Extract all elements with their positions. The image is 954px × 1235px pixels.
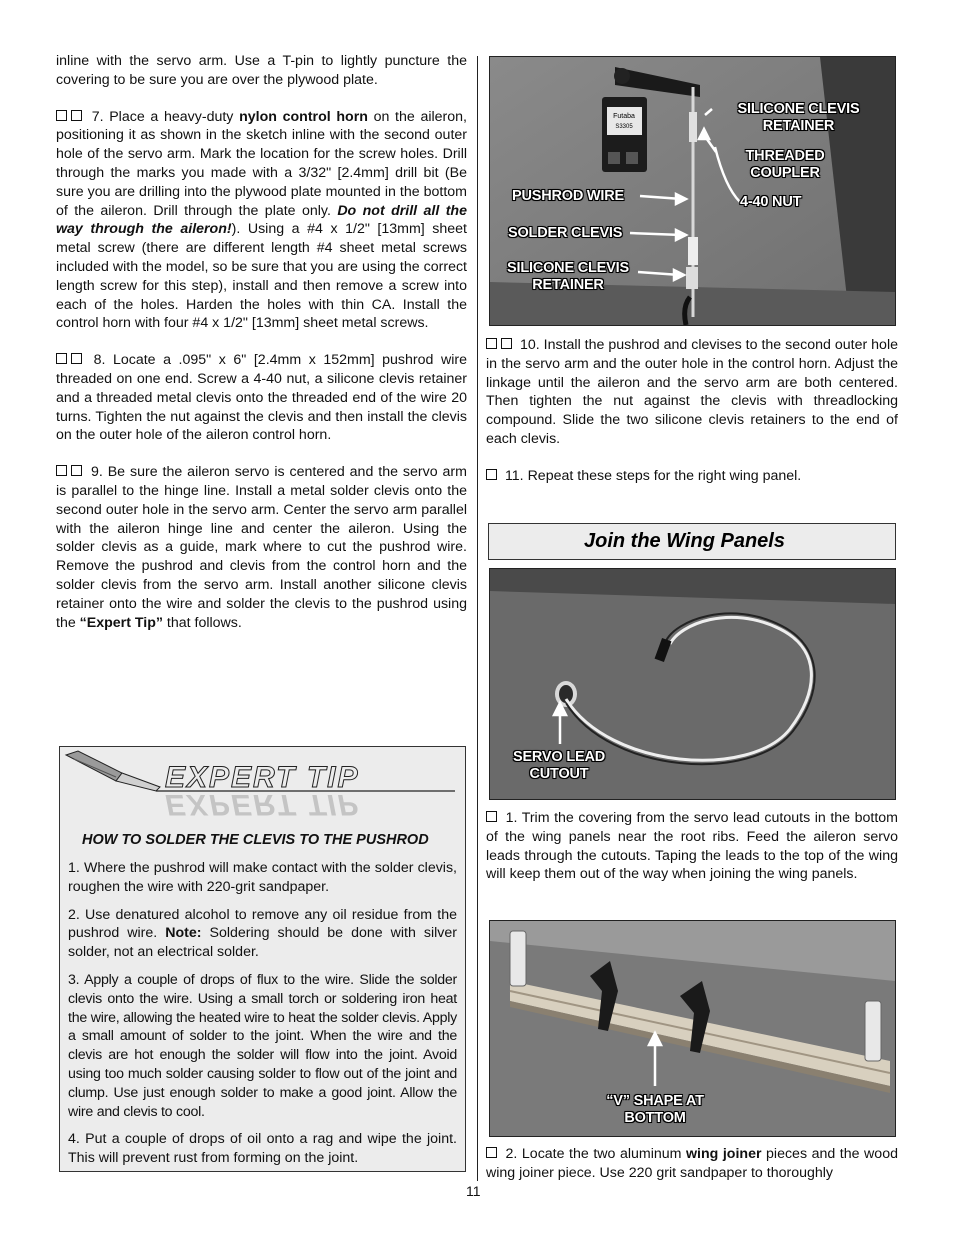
- tip-step-2-note: Note:: [165, 925, 202, 942]
- left-column: [56, 52, 467, 650]
- step-7-paragraph: [56, 108, 467, 334]
- right-column-top: [486, 336, 898, 504]
- join-step-2-paragraph: [486, 1145, 898, 1183]
- checkbox[interactable]: [486, 811, 497, 822]
- step-11-paragraph: [486, 467, 898, 486]
- step-8-text: 8. Locate a .095" x 6" [2.4mm x 152mm] pushrod wire threaded on one end. Screw a 4-40 nut, a silicone clevis retainer and a threaded metal clevis onto the threaded end of the wire 20 turns. Tighten the nut against the clevis and then install the clevis on the outer hole of the aileron control horn.: [56, 352, 467, 444]
- tip-step-3: 3. Apply a couple of drops of flux to the wire. Slide the solder clevis onto the wire. Using a small torch or soldering iron heat the wire, allowing the heated wire to heat the solder clevis. Apply a small amount of solder to the joint. When the wire and the clevis are hot enough the solder will flow into the joint. Avoid using too much solder causing solder to flow out of the joint and clump. Use just enough solder to make a good joint. Allow the wire and clevis to cool.: [68, 971, 457, 1120]
- step-10-paragraph: [486, 336, 898, 449]
- join-step-1-paragraph: [486, 809, 898, 884]
- pen-icon: [66, 751, 160, 791]
- checkbox[interactable]: [71, 465, 82, 476]
- expert-tip-logo-text: EXPERT TIP: [165, 761, 360, 794]
- label-threaded-coupler: THREADED COUPLER: [745, 148, 825, 181]
- section-heading-box: [488, 523, 896, 560]
- checkbox[interactable]: [56, 110, 67, 121]
- step-10-text: 10. Install the pushrod and clevises to the second outer hole in the servo arm and the outer hole in the control horn. Adjust the linkage until the aileron and the servo arm are both centered. Then tighten the nut against the clevis with threadlocking compound. Slide the two silicone clevis retainers to the end of each clevis.: [486, 337, 898, 447]
- expert-tip-title: HOW TO SOLDER THE CLEVIS TO THE PUSHROD: [82, 832, 429, 848]
- join-step-2-bold: wing joiner: [686, 1146, 762, 1162]
- expert-tip-logo-reflection: EXPERT TIP: [165, 788, 360, 821]
- servo-brand: Futaba: [613, 113, 635, 120]
- intro-paragraph: inline with the servo arm. Use a T-pin to lightly puncture the covering to be sure you are over the plywood plate.: [56, 53, 467, 88]
- v-shape-photo: [489, 920, 896, 1137]
- right-column-bottom: [486, 1145, 898, 1183]
- step-7-text-post: ). Using a #4 x 1/2" [13mm] sheet metal screw (there are different length #4 sheet metal screws included with the model, so be sure that you are using the correct length screw for this step), install and then remove a screw into each of the holes. Harden the holes with thin CA. Install the control horn with four #4 x 1/2" [13mm] sheet metal screws.: [56, 221, 468, 332]
- join-step-1-text: 1. Trim the covering from the servo lead cutouts in the bottom of the wing panels near the root ribs. Feed the aileron servo leads through the cutouts. Taping the leads to the top of the wing will keep them out of the way when joining the wing panels.: [486, 810, 898, 883]
- join-step-2-text: 2. Locate the two aluminum: [505, 1146, 686, 1162]
- label-silicone-clevis-bottom: SILICONE CLEVIS RETAINER: [507, 260, 629, 293]
- servo-lead-photo: [489, 568, 896, 800]
- join-step-2-text-post: pieces and the wood wing joiner piece. Use 220 grit sandpaper to thoroughly: [486, 1146, 898, 1181]
- step-9-text: 9. Be sure the aileron servo is centered and the servo arm is parallel to the hinge line. Install a metal solder clevis onto the second outer hole in the servo arm. Center the servo arm parallel with the aileron hinge line and center the aileron. Using the solder clevis as a guide, mark where to cut the pushrod wire. Remove the pushrod and clevis from the control horn and the solder clevis from the servo arm. Install another silicone clevis retainer onto the wire and solder the clevis to the pushrod using the: [56, 464, 467, 631]
- pushrod-linkage-photo: [489, 56, 896, 326]
- expert-tip-body: [60, 859, 465, 1168]
- step-7-text-mid: on the aileron, positioning it as shown in the sketch inline with the second outer hole of the servo arm. Mark the location for the screw holes. Drill through the marks you made with a 3/32" [2.4mm] drill bit (Be sure you are drilling into the plywood plate mounted in the bottom of the aileron. Drill through the plate only.: [56, 108, 467, 219]
- label-4-40-nut: 4-40 NUT: [740, 194, 802, 210]
- expert-tip-logo: [60, 747, 465, 827]
- checkbox[interactable]: [501, 338, 512, 349]
- step-11-text: 11. Repeat these steps for the right wing panel.: [504, 467, 802, 484]
- checkbox[interactable]: [71, 110, 82, 121]
- step-8-paragraph: [56, 351, 467, 445]
- right-column-mid: [486, 809, 898, 884]
- label-servo-lead-cutout: SERVO LEAD CUTOUT: [512, 749, 605, 782]
- checkbox[interactable]: [486, 1147, 497, 1158]
- checkbox[interactable]: [71, 353, 82, 364]
- step-7-warning: Do not drill all the way through the aileron!: [56, 202, 467, 238]
- tip-step-1: 1. Where the pushrod will make contact with the solder clevis, roughen the wire with 220-grit sandpaper.: [68, 860, 457, 895]
- servo-model: S3305: [615, 124, 633, 130]
- tip-step-2: [68, 906, 457, 962]
- step-7-bold: nylon control horn: [239, 108, 368, 125]
- expert-tip-box: [59, 746, 466, 1172]
- step-9-text-post: that follows.: [162, 614, 242, 631]
- checkbox[interactable]: [486, 469, 497, 480]
- checkbox[interactable]: [56, 353, 67, 364]
- label-solder-clevis: SOLDER CLEVIS: [508, 225, 623, 241]
- step-9-bold: “Expert Tip”: [79, 614, 163, 631]
- label-pushrod-wire: PUSHROD WIRE: [512, 188, 624, 204]
- step-9-paragraph: [56, 463, 467, 632]
- label-v-shape: “V” SHAPE AT BOTTOM: [606, 1093, 704, 1126]
- tip-step-4: 4. Put a couple of drops of oil onto a rag and wipe the joint. This will prevent rust from forming on the joint.: [68, 1131, 457, 1167]
- section-title: Join the Wing Panels: [584, 530, 785, 552]
- step-7-text: 7. Place a heavy-duty: [91, 108, 240, 125]
- page-number: 11: [466, 1183, 481, 1199]
- column-divider: [477, 56, 478, 1181]
- label-silicone-clevis-top: SILICONE CLEVIS RETAINER: [737, 101, 860, 134]
- checkbox[interactable]: [486, 338, 497, 349]
- checkbox[interactable]: [56, 465, 67, 476]
- tip-step-2-post: Soldering should be done with silver solder, not an electrical solder.: [68, 925, 457, 961]
- tip-step-2-text: 2. Use denatured alcohol to remove any oil residue from the pushrod wire.: [68, 906, 457, 942]
